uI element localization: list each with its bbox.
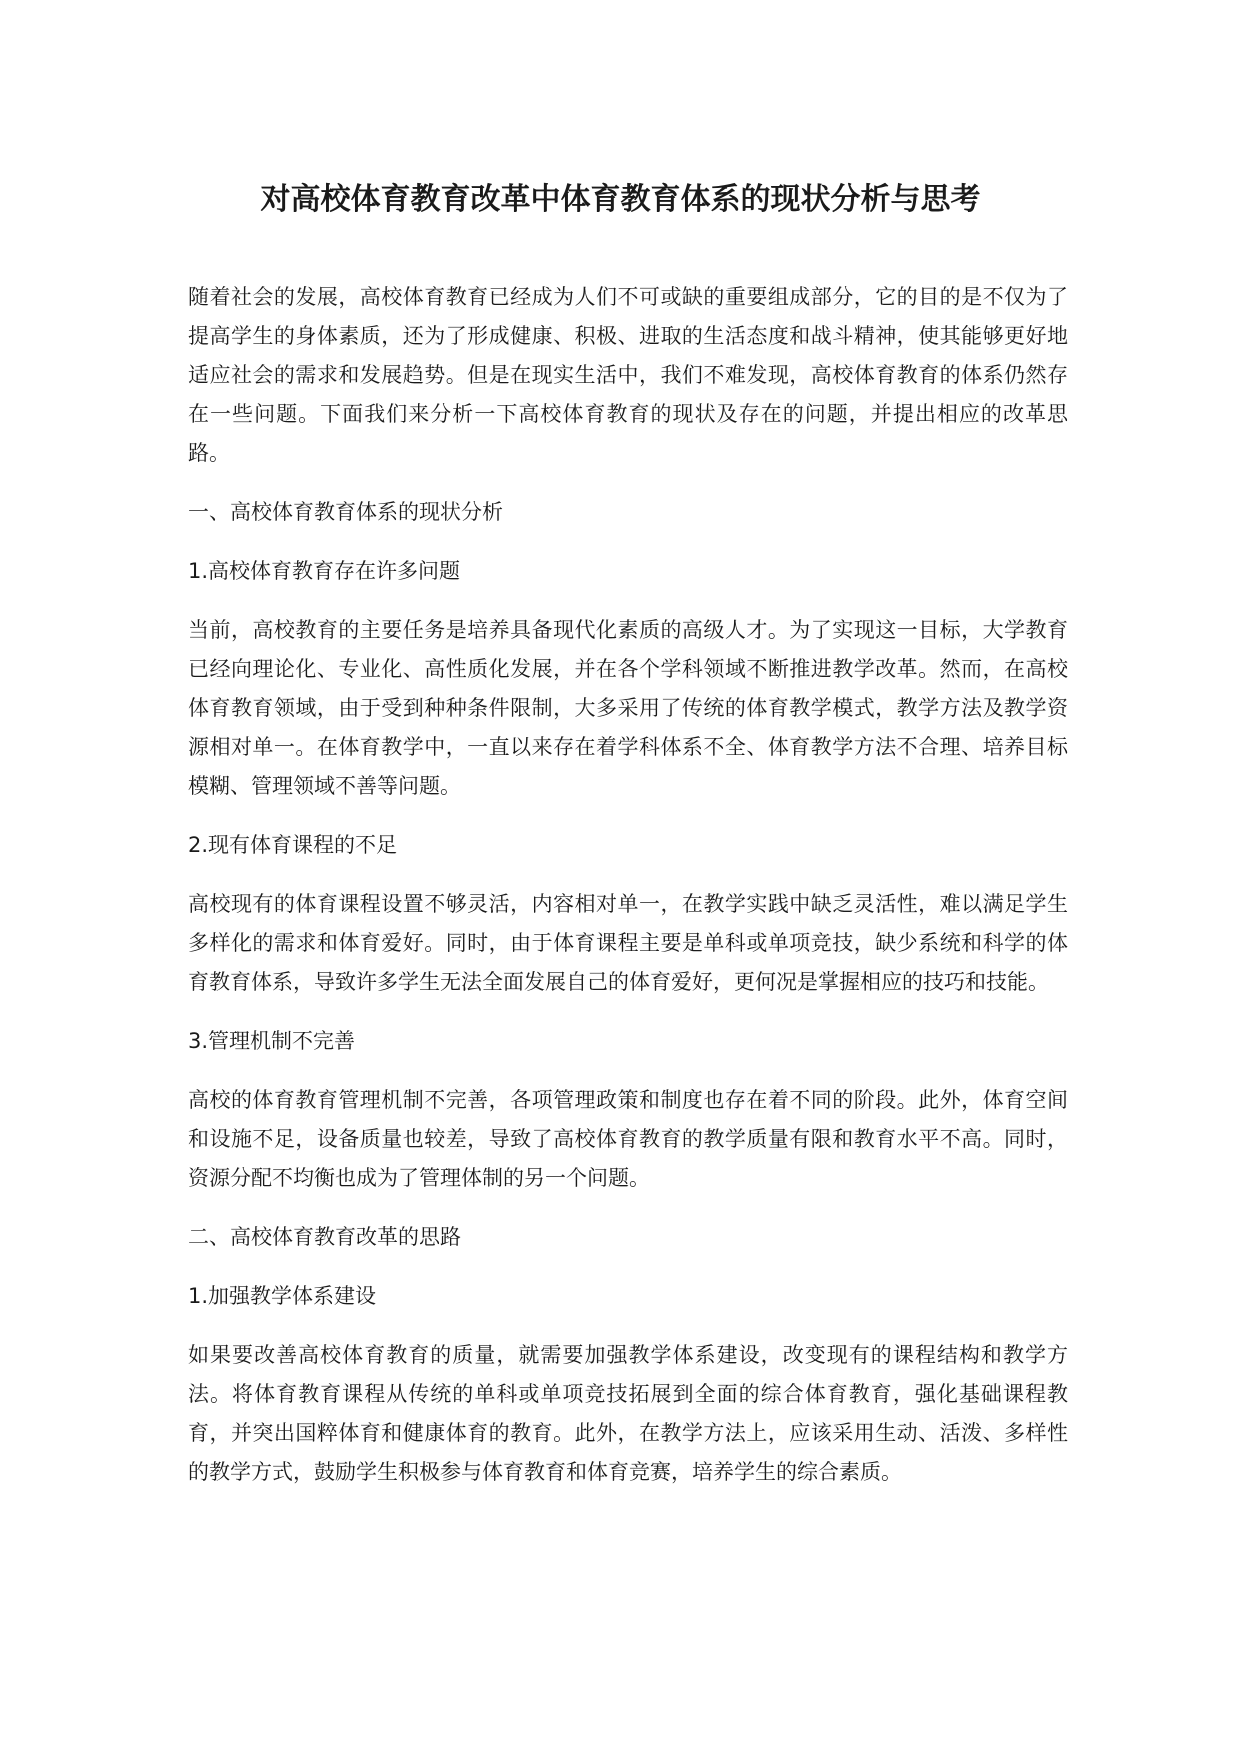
paragraph-1-2: 高校现有的体育课程设置不够灵活，内容相对单一，在教学实践中缺乏灵活性，难以满足学生多样化的需求和体育爱好。同时，由于体育课程主要是单科或单项竞技，缺少系统和科学的体育教育体系，导致许多学生无法全面发展自己的体育爱好，更何况是掌握相应的技巧和技能。 xyxy=(188,892,1068,994)
document-title: 对高校体育教育改革中体育教育体系的现状分析与思考 xyxy=(260,182,981,217)
paragraph-1-3: 高校的体育教育管理机制不完善，各项管理政策和制度也存在着不同的阶段。此外，体育空间和设施不足，设备质量也较差，导致了高校体育教育的教学质量有限和教育水平不高。同时，资源分配不均衡也成为了管理体制的另一个问题。 xyxy=(188,1088,1068,1190)
subsection-heading-1-1: 1.高校体育教育存在许多问题 xyxy=(188,559,461,583)
section-heading-1: 一、高校体育教育体系的现状分析 xyxy=(188,500,503,524)
paragraph-2-1: 如果要改善高校体育教育的质量，就需要加强教学体系建设，改变现有的课程结构和教学方法。将体育教育课程从传统的单科或单项竞技拓展到全面的综合体育教育，强化基础课程教育，并突出国粹体育和健康体育的教育。此外，在教学方法上，应该采用生动、活泼、多样性的教学方式，鼓励学生积极参与体育教育和体育竞赛，培养学生的综合素质。 xyxy=(188,1343,1068,1484)
section-heading-2: 二、高校体育教育改革的思路 xyxy=(188,1225,461,1249)
paragraph-1-1: 当前，高校教育的主要任务是培养具备现代化素质的高级人才。为了实现这一目标，大学教育已经向理论化、专业化、高性质化发展，并在各个学科领域不断推进教学改革。然而，在高校体育教育领域，由于受到种种条件限制，大多采用了传统的体育教学模式，教学方法及教学资源相对单一。在体育教学中，一直以来存在着学科体系不全、体育教学方法不合理、培养目标模糊、管理领域不善等问题。 xyxy=(188,618,1068,798)
subsection-heading-2-1: 1.加强教学体系建设 xyxy=(188,1284,377,1308)
intro-paragraph: 随着社会的发展，高校体育教育已经成为人们不可或缺的重要组成部分，它的目的是不仅为了提高学生的身体素质，还为了形成健康、积极、进取的生活态度和战斗精神，使其能够更好地适应社会的需求和发展趋势。但是在现实生活中，我们不难发现，高校体育教育的体系仍然存在一些问题。下面我们来分析一下高校体育教育的现状及存在的问题，并提出相应的改革思路。 xyxy=(188,285,1068,465)
document-body xyxy=(188,278,1068,1512)
subsection-heading-1-3: 3.管理机制不完善 xyxy=(188,1029,356,1053)
subsection-heading-1-2: 2.现有体育课程的不足 xyxy=(188,833,398,857)
